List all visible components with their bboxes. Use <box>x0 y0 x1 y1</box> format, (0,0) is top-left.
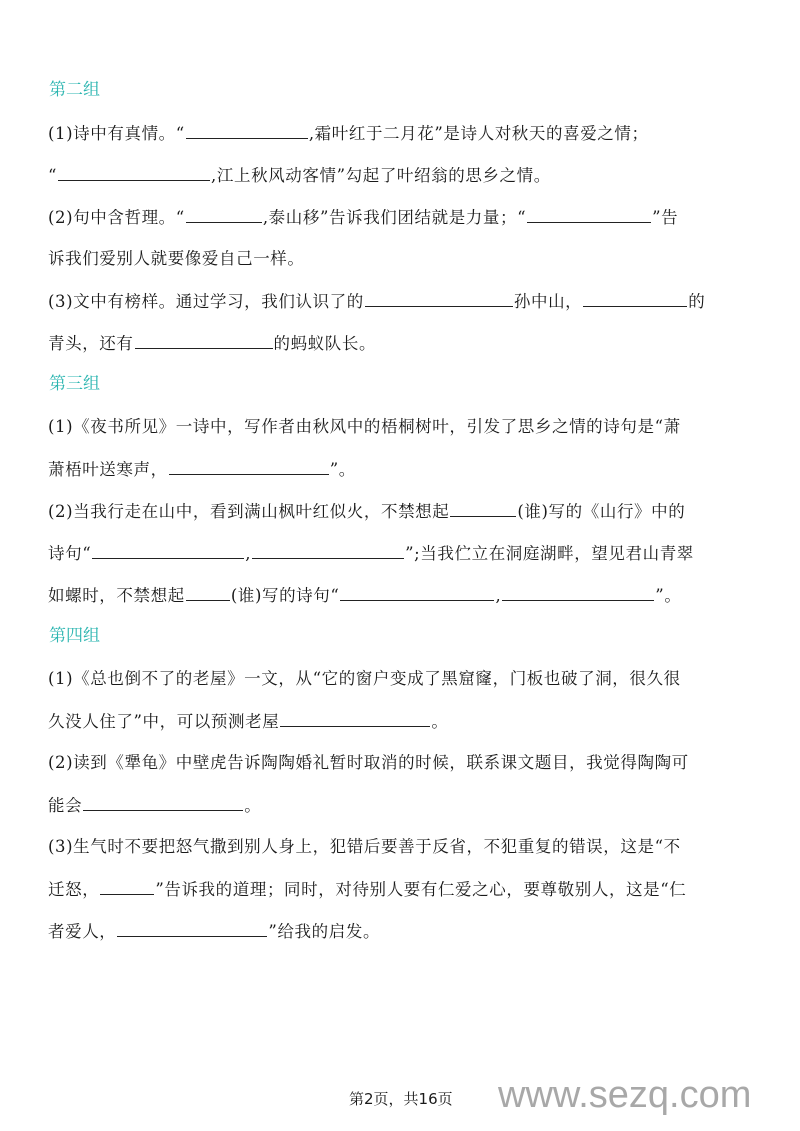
answer-blank[interactable] <box>186 122 308 139</box>
answer-blank[interactable] <box>280 710 430 727</box>
text: 。 <box>431 712 449 731</box>
text: 迁怒， <box>48 880 100 899</box>
text: , <box>245 544 252 563</box>
answer-blank[interactable] <box>450 500 516 517</box>
text: ”告 <box>652 208 679 227</box>
answer-blank[interactable] <box>583 290 687 307</box>
question-3-2-line-3 <box>48 584 760 607</box>
answer-blank[interactable] <box>365 290 513 307</box>
question-4-1-line-2 <box>48 710 760 733</box>
question-2-1-line-1 <box>48 122 760 145</box>
text: 如螺时，不禁想起 <box>48 586 185 605</box>
section-heading-group-3: 第三组 <box>49 374 100 394</box>
text: ”;当我伫立在洞庭湖畔，望见君山青翠 <box>405 544 694 563</box>
question-4-2-line-1 <box>48 752 760 774</box>
text: ”。 <box>329 460 356 479</box>
page-indicator: 第2页，共16页 <box>349 1090 453 1108</box>
question-4-3-line-2 <box>48 878 760 901</box>
question-2-3-line-1 <box>48 290 760 313</box>
question-4-2-line-2 <box>48 794 760 817</box>
answer-blank[interactable] <box>186 584 230 601</box>
answer-blank[interactable] <box>340 584 494 601</box>
text: (3)文中有榜样。通过学习，我们认识了的 <box>48 292 364 311</box>
answer-blank[interactable] <box>502 584 654 601</box>
answer-blank[interactable] <box>252 542 404 559</box>
question-3-1-line-2 <box>48 458 760 481</box>
text: 者爱人， <box>48 922 117 941</box>
section-heading-group-4: 第四组 <box>49 626 100 646</box>
question-4-3-line-1 <box>48 836 760 858</box>
text: 萧梧叶送寒声， <box>48 460 168 479</box>
text: 青头，还有 <box>48 334 134 353</box>
question-2-1-line-2 <box>48 164 760 187</box>
text: (谁)写的诗句“ <box>230 586 340 605</box>
text: , <box>495 586 502 605</box>
section-heading-group-2: 第二组 <box>49 80 100 100</box>
text: ”。 <box>655 586 682 605</box>
answer-blank[interactable] <box>58 164 210 181</box>
text: (2)读到《犟龟》中壁虎告诉陶陶婚礼暂时取消的时候，联系课文题目，我觉得陶陶可 <box>48 753 689 772</box>
text: 诗句“ <box>48 544 92 563</box>
text: ”告诉我的道理；同时，对待别人要有仁爱之心，要尊敬别人，这是“仁 <box>155 880 687 899</box>
answer-blank[interactable] <box>135 332 273 349</box>
question-3-2-line-1 <box>48 500 760 523</box>
answer-blank[interactable] <box>527 206 651 223</box>
answer-blank[interactable] <box>92 542 244 559</box>
answer-blank[interactable] <box>100 878 154 895</box>
text: (1)诗中有真情。“ <box>48 124 185 143</box>
text: 能会 <box>48 796 83 815</box>
text: ”给我的启发。 <box>268 922 381 941</box>
text: (谁)写的《山行》中的 <box>517 502 686 521</box>
answer-blank[interactable] <box>186 206 262 223</box>
text: 孙中山， <box>513 292 583 311</box>
question-2-3-line-2 <box>48 332 760 355</box>
text: “ <box>48 166 58 185</box>
text: 诉我们爱别人就要像爱自己一样。 <box>48 249 305 268</box>
answer-blank[interactable] <box>169 458 329 475</box>
text: 久没人住了”中，可以预测老屋 <box>48 712 280 731</box>
text: 的 <box>688 292 706 311</box>
watermark: www.sezq.com <box>498 1074 752 1116</box>
text: (3)生气时不要把怒气撒到别人身上，犯错后要善于反省，不犯重复的错误，这是“不 <box>48 837 681 856</box>
question-2-2-line-2 <box>48 248 760 270</box>
question-4-3-line-3 <box>48 920 760 943</box>
question-3-1-line-1 <box>48 416 760 438</box>
question-4-1-line-1 <box>48 668 760 690</box>
answer-blank[interactable] <box>117 920 267 937</box>
text: ,泰山移”告诉我们团结就是力量；“ <box>262 208 527 227</box>
text: ,霜叶红于二月花”是诗人对秋天的喜爱之情； <box>308 124 649 143</box>
text: (2)当我行走在山中，看到满山枫叶红似火，不禁想起 <box>48 502 450 521</box>
answer-blank[interactable] <box>83 794 243 811</box>
text: 的蚂蚁队长。 <box>273 334 377 353</box>
question-3-2-line-2 <box>48 542 760 565</box>
text: (1)《总也倒不了的老屋》一文，从“它的窗户变成了黑窟窿，门板也破了洞，很久很 <box>48 669 681 688</box>
text: 。 <box>244 796 262 815</box>
text: ,江上秋风动客情”勾起了叶绍翁的思乡之情。 <box>211 166 551 185</box>
text: (2)句中含哲理。“ <box>48 208 185 227</box>
question-2-2-line-1 <box>48 206 760 229</box>
text: (1)《夜书所见》一诗中，写作者由秋风中的梧桐树叶，引发了思乡之情的诗句是“萧 <box>48 417 681 436</box>
